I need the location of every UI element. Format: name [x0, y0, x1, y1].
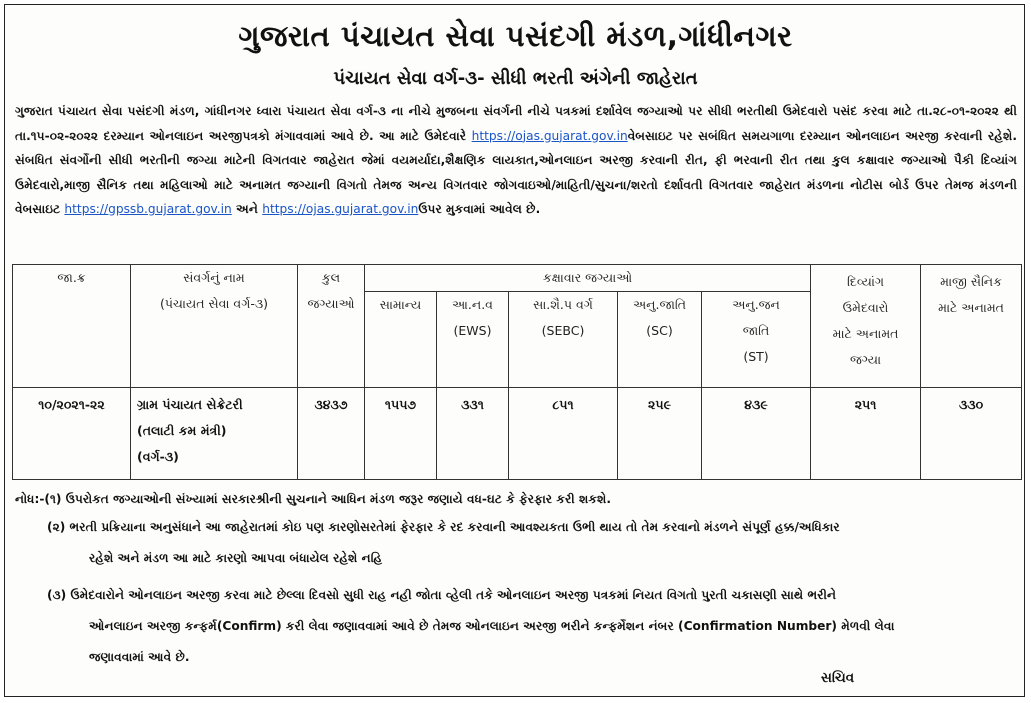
cell-st: ૪૩૯ — [702, 388, 811, 480]
vacancy-table — [12, 264, 1022, 480]
cell-disabled: ૨૫૧ — [811, 388, 921, 480]
note-2 — [15, 512, 1017, 574]
notes-section — [15, 486, 1017, 673]
header-sebc: સા.શૈ.પ વર્ગ (SEBC) — [509, 292, 618, 388]
cell-total: ૩૪૩૭ — [298, 388, 365, 480]
header-disabled: દિવ્યાંગ ઉમેદવારો માટે અનામત જગ્યા — [811, 265, 921, 388]
ojas-link-2[interactable]: https://ojas.gujarat.gov.in — [262, 202, 419, 216]
note-2-line-2: રહેશે અને મંડળ આ માટે કારણો આપવા બંધાયેલ રહેશે નહિ — [89, 551, 383, 565]
intro-text-1: ગુજરાત પંચાયત સેવા પસંદગી મંડળ, ગાંધીનગર ધ્વારા પંચાયત સેવા વર્ગ-૩ ના નીચે મુજબના સંવર્ગની નીચે પત્રકમાં દર્શાવેલ જગ્યાઓ પર સીધી ભરતીથી ઉમેદવારો પસંદ કરવા માટે તા.૨૮-૦૧-૨૦૨૨ થી તા.૧૫-૦૨-૨૦૨૨ દરમ્યાન ઓનલાઇન અરજીપત્રકો મંગાવવામાં આવે છે. આ માટે ઉમેદવારે — [15, 104, 1017, 143]
notice-subtitle: પંચાયત સેવા વર્ગ-૩- સીધી ભરતી અંગેની જાહેરાત — [333, 68, 698, 89]
header-general: સામાન્ય — [365, 292, 437, 388]
note-3-line-2: ઓનલાઇન અરજી કન્ફર્મ(Confirm) કરી લેવા જણાવવામાં આવે છે તેમજ ઓનલાઇન અરજી ભરીને કન્ફર્મેશન નંબર (Confirmation Number) મેળવી લેવા — [89, 619, 895, 633]
note-3-line-3: જણાવવામાં આવે છે. — [89, 650, 190, 664]
header-ews: આ.ન.વ (EWS) — [437, 292, 509, 388]
header-category-group: કક્ષાવાર જગ્યાઓ — [365, 265, 811, 292]
cell-ews: ૩૩૧ — [437, 388, 509, 480]
header-no: જા.ક્ર — [13, 265, 131, 388]
header-st: અનુ.જન જાતિ (ST) — [702, 292, 811, 388]
cell-general: ૧૫૫૭ — [365, 388, 437, 480]
intro-text-2: વેબસાઇટ પર સબંધિત સમયગાળા દરમ્યાન ઓનલાઇન અરજી કરવાની રહેશે. સંબધિત સંવર્ગોની સીધી ભરતીની જગ્યા માટેની વિગતવાર જાહેરાત જેમાં વયમર્યાદા,શૈક્ષણિક લાયકાત,ઓનલાઇન અરજી કરવાની રીત, ફી ભરવાની રીત તથા કુલ કક્ષાવાર જગ્યાઓ પૈકી દિવ્યાંગ ઉમેદવારો,માજી સૈનિક તથા મહિલાઓ માટે અનામત જગ્યાની વિગતો તેમજ અન્ય વિગતવાર જોગવાઇઓ/માહિતી/સુચના/શરતો દર્શાવતી વિગતવાર જાહેરાત મંડળના નોટીસ બોર્ડ ઉપર તેમજ મંડળની વેબસાઇટ — [15, 128, 1018, 216]
header-cadre: સંવર્ગનું નામ (પંચાયત સેવા વર્ગ-૩) — [131, 265, 298, 388]
note-3-line-1: (૩) ઉમેદવારોને ઓનલાઇન અરજી કરવા માટે છેલ્લા દિવસો સુધી રાહ નહી જોતા વ્હેલી તકે ઓનલાઇન અરજી પત્રકમાં નિયત વિગતો પુરતી ચકાસણી સાથે ભરીને — [47, 588, 837, 602]
secretary-signature: સચિવ — [821, 670, 855, 686]
note-2-line-1: (૨) ભરતી પ્રક્રિયાના અનુસંધાને આ જાહેરાતમાં કોઇ પણ કારણોસરતેમાં ફેરફાર કે રદ કરવાની આવશ્યકતા ઉભી થાય તો તેમ કરવાનો મંડળને સંપૂર્ણ હક્ક/અધિકાર — [47, 520, 840, 534]
table-row — [13, 388, 1022, 480]
cell-cadre: ગ્રામ પંચાયત સેક્રેટરી (તલાટી કમ મંત્રી) (વર્ગ-૩) — [131, 388, 298, 480]
intro-text-4: ઉપર મુકવામાં આવેલ છે. — [418, 202, 541, 216]
note-3 — [15, 580, 1017, 673]
gpssb-link[interactable]: https://gpssb.gujarat.gov.in — [64, 202, 232, 216]
header-total: કુલ જગ્યાઓ — [298, 265, 365, 388]
ojas-link[interactable]: https://ojas.gujarat.gov.in — [471, 128, 628, 143]
cell-exservice: ૩૩૦ — [921, 388, 1022, 480]
header-sc: અનુ.જાતિ (SC) — [618, 292, 702, 388]
cell-sebc: ૮૫૧ — [509, 388, 618, 480]
cell-no: ૧૦/૨૦૨૧-૨૨ — [13, 388, 131, 480]
note-1: નોધ:-(૧) ઉપરોકત જગ્યાઓની સંખ્યામાં સરકારશ્રીની સુચનાને આધિન મંડળ જરૂર જણાયે વધ-ઘટ કે ફેરફાર કરી શકશે. — [15, 492, 612, 506]
intro-text-3: અને — [231, 202, 263, 216]
header-exservice: માજી સૈનિક માટે અનામત — [921, 265, 1022, 388]
board-title: ગુજરાત પંચાયત સેવા પસંદગી મંડળ,ગાંધીનગર — [238, 19, 793, 53]
notice-frame — [4, 4, 1025, 697]
intro-paragraph — [15, 99, 1017, 222]
cell-sc: ૨૫૯ — [618, 388, 702, 480]
table-header-row-1 — [13, 265, 1022, 292]
